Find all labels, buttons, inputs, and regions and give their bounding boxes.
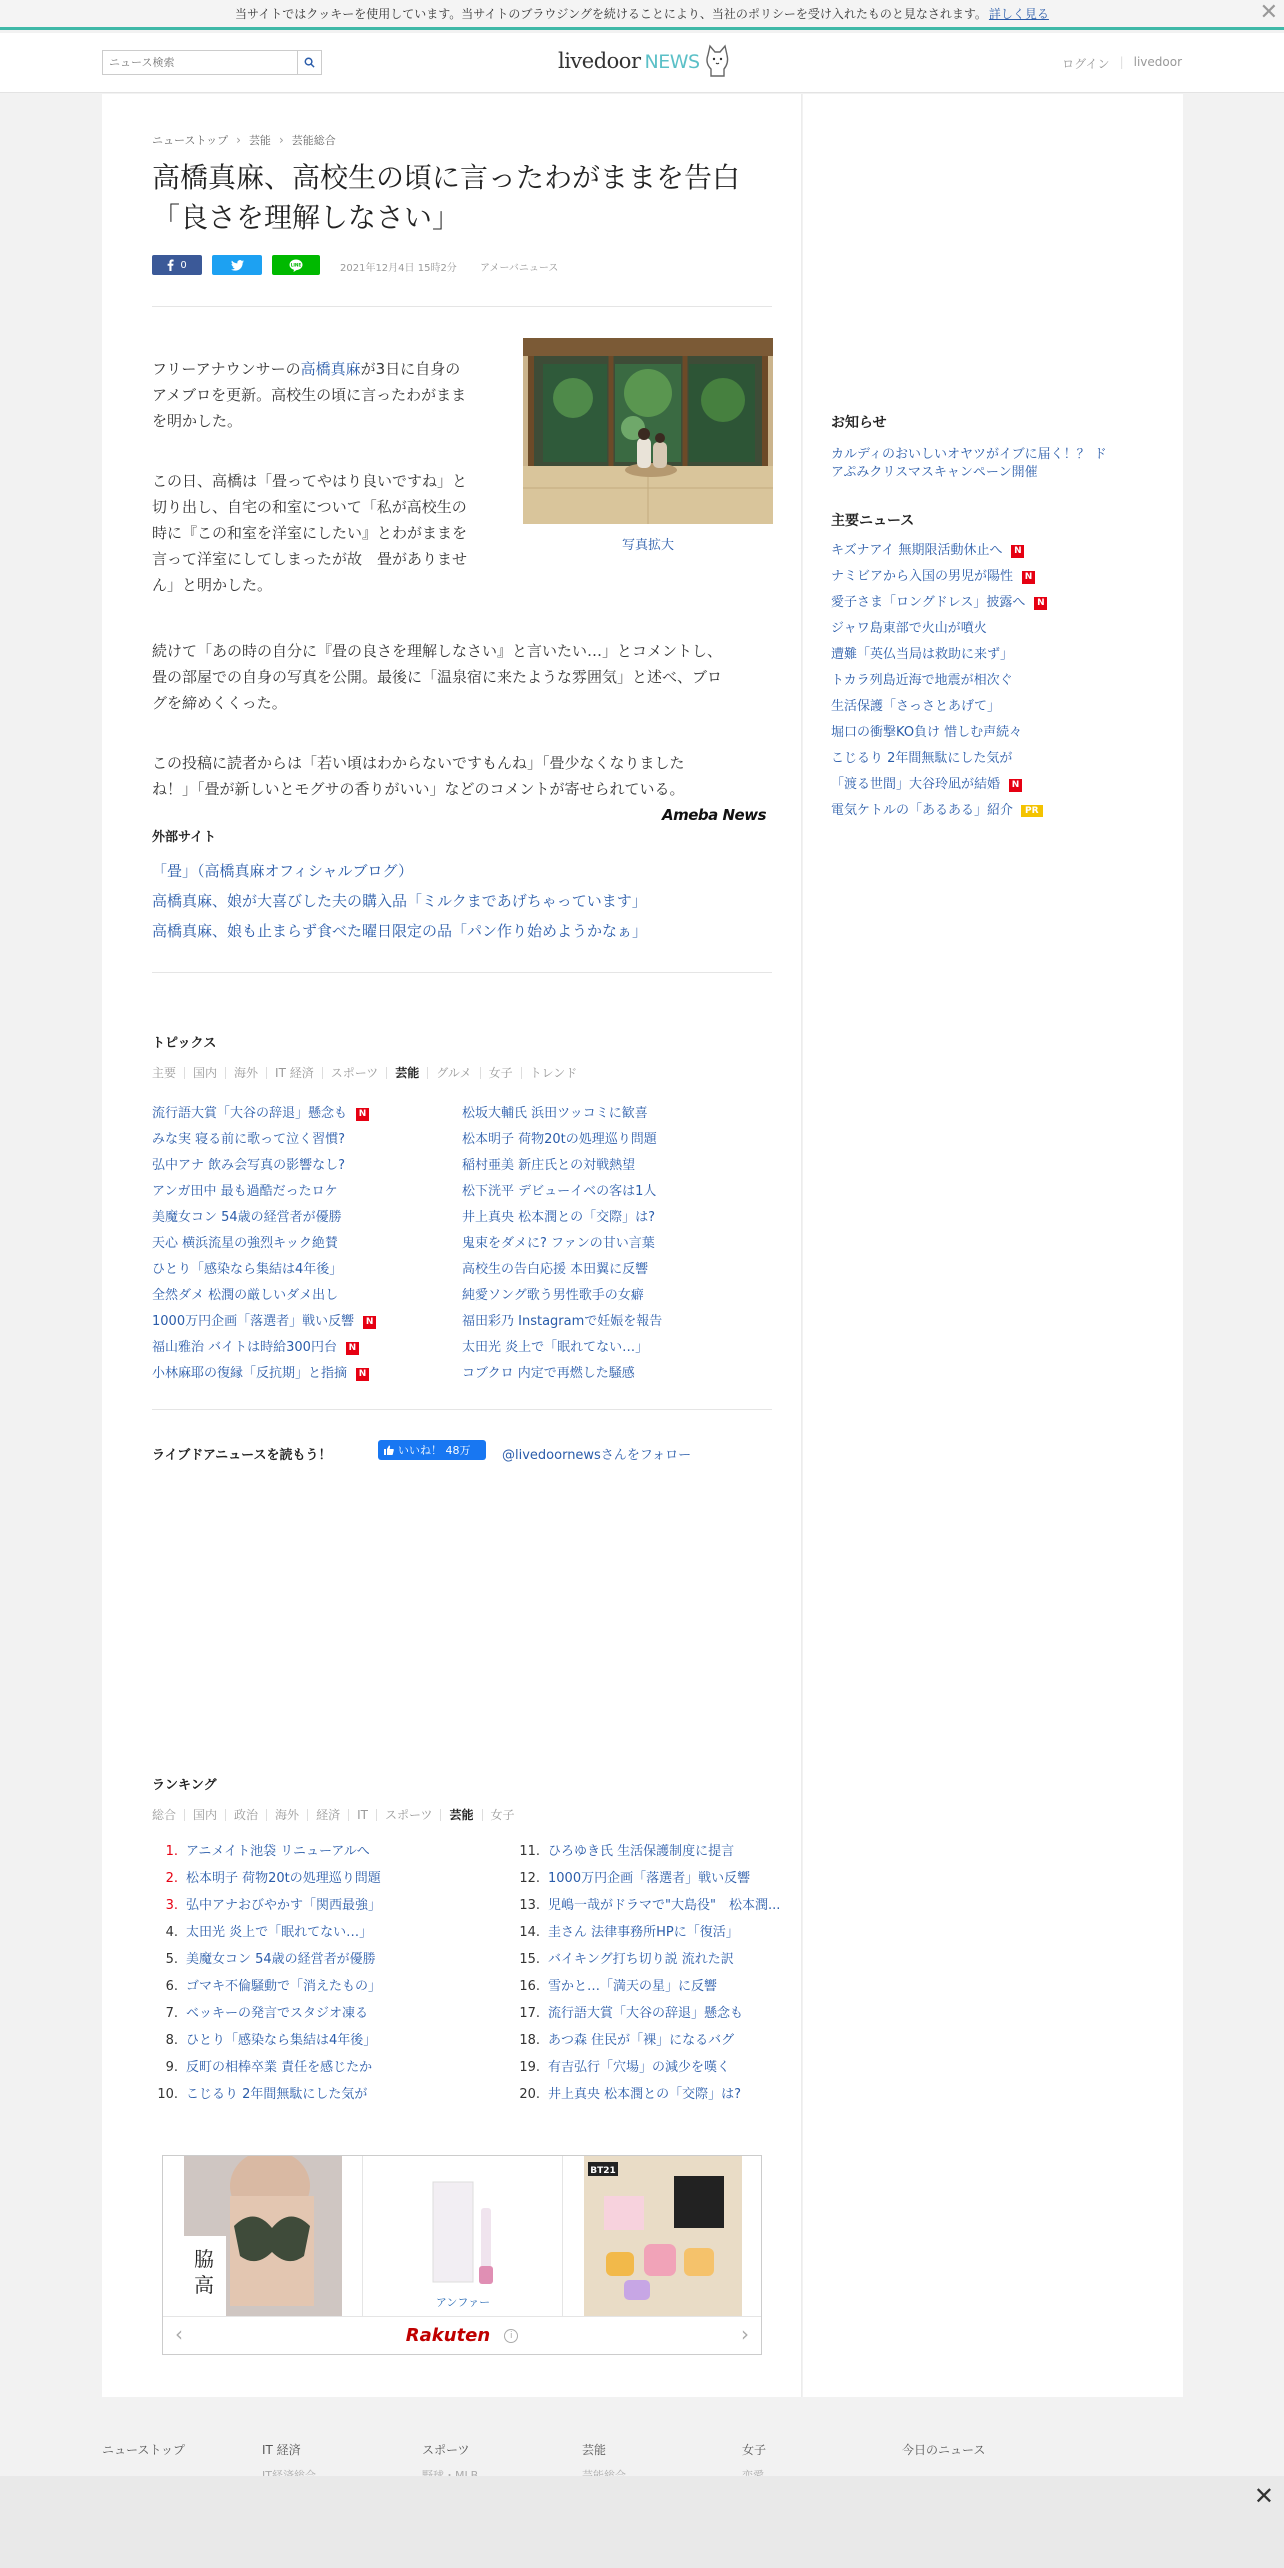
ranking-heading: ランキング	[152, 1778, 217, 1793]
ranking-number: 2.	[165, 1871, 178, 1886]
news-search	[102, 50, 322, 75]
tab-it[interactable]: IT	[348, 1809, 376, 1821]
topic-link[interactable]	[462, 1128, 657, 1147]
notice-link[interactable]: アぷみクリスマスキャンペーン開催	[831, 465, 1038, 480]
ranking-item[interactable]	[514, 1921, 739, 1940]
line-share-button[interactable]	[272, 255, 320, 275]
topic-text: 小林麻耶の復縁「反抗期」と指摘	[152, 1366, 348, 1381]
ad-tag: BT21	[590, 2166, 616, 2176]
tab-entertainment[interactable]: 芸能	[386, 1067, 427, 1079]
topic-text: 稲村亜美 新庄氏との対戦熱望	[462, 1158, 636, 1173]
article-paragraph	[152, 638, 722, 716]
ranking-number: 5.	[165, 1952, 178, 1967]
topic-link[interactable]	[462, 1206, 655, 1225]
ranking-number: 1.	[165, 1844, 178, 1859]
ranking-number: 11.	[519, 1844, 540, 1859]
topic-link[interactable]	[462, 1336, 648, 1355]
topic-link[interactable]	[152, 1232, 338, 1251]
ranking-number: 3.	[165, 1898, 178, 1913]
facebook-share-button[interactable]	[152, 255, 202, 275]
ad-product-card[interactable]	[163, 2156, 363, 2316]
ranking-item[interactable]	[152, 2083, 367, 2102]
divider	[152, 1409, 772, 1410]
twitter-follow-link[interactable]: @livedoornewsさんをフォロー	[502, 1448, 692, 1463]
ranking-item[interactable]	[514, 1975, 717, 1994]
ranking-item[interactable]	[514, 1867, 750, 1886]
topic-text: 松本明子 荷物20tの処理巡り問題	[462, 1132, 657, 1147]
external-link[interactable]: 高橋真麻、娘が大喜びした夫の購入品「ミルクまであげちゃっています」	[152, 892, 647, 910]
new-badge: N	[1009, 779, 1022, 792]
body-text: ん」と明かした。	[152, 576, 273, 594]
body-text: ね！」「畳が新しいとモグサの香りがいい」などのコメントが寄せられている。	[152, 780, 685, 798]
pr-badge: PR	[1021, 805, 1043, 817]
title-line: 高橋真麻、高校生の頃に言ったわがままを告白	[152, 161, 741, 194]
ranking-title: 太田光 炎上で「眠れてない…」	[186, 1925, 373, 1940]
ranking-number: 18.	[519, 2033, 540, 2048]
body-text: 畳の部屋での自身の写真を公開。最後に「温泉宿に来たような雰囲気」と述べ、ブロ	[152, 668, 723, 686]
ranking-number: 16.	[519, 1979, 540, 1994]
body-text: が3日に自身の	[360, 360, 461, 378]
info-icon[interactable]: i	[504, 2329, 518, 2343]
ranking-item[interactable]	[152, 1921, 372, 1940]
header-account-links	[1062, 55, 1182, 72]
topic-text: 松坂大輔氏 浜田ツッコミに歓喜	[462, 1106, 648, 1121]
ranking-title: ベッキーの発言でスタジオ凍る	[186, 2006, 369, 2021]
article-title	[152, 158, 752, 238]
topic-text: 井上真央 松本潤との「交際」は?	[462, 1210, 656, 1225]
next-arrow-icon[interactable]: ›	[741, 2322, 749, 2346]
body-text: 時に『この和室を洋室にしたい』とわがままを	[152, 524, 468, 542]
main-news-link[interactable]	[831, 542, 1024, 560]
line-icon	[289, 259, 303, 272]
body-text: を明かした。	[152, 412, 243, 430]
body-text: この投稿に読者からは「若い頃はわからないですもんね」「畳少なくなりました	[152, 754, 685, 772]
facebook-share-count: 0	[180, 259, 187, 271]
ranking-item[interactable]	[152, 1975, 381, 1994]
external-link[interactable]: 高橋真麻、娘も止まらず食べた曜日限定の品「パン作り始めようかなぁ」	[152, 922, 648, 940]
divider: |	[1119, 55, 1124, 69]
tab-trend[interactable]: トレンド	[521, 1067, 586, 1079]
ranking-title: 1000万円企画「落選者」戦い反響	[548, 1871, 751, 1886]
chevron-right-icon: ›	[278, 133, 284, 147]
topic-link[interactable]	[152, 1258, 342, 1277]
ranking-number: 6.	[165, 1979, 178, 1994]
topic-text: 福山雅治 バイトは時給300円台	[152, 1340, 337, 1355]
cookie-close-icon[interactable]: ✕	[1259, 0, 1278, 25]
photo-japanese-room	[523, 338, 773, 524]
article-date: 2021年12月4日 15時2分	[340, 263, 457, 274]
cookie-text: 当サイトではクッキーを使用しています。当サイトのブラウジングを続けることにより、当社のポリシーを受け入れたものと見なされます。	[235, 7, 987, 21]
follow-heading: ライブドアニュースを読もう！	[152, 1448, 332, 1463]
ranking-title: 井上真央 松本潤との「交際」は?	[548, 2087, 742, 2102]
article-photo[interactable]	[523, 338, 773, 524]
topic-text: 高校生の告白応援 本田翼に反響	[462, 1262, 649, 1277]
news-text: 生活保護「さっさとあげて」	[831, 699, 1001, 714]
divider	[152, 306, 772, 307]
main-news-link[interactable]	[831, 672, 1013, 690]
ranking-title: ひろゆき氏 生活保護制度に提言	[548, 1844, 735, 1859]
logo-livedoor: livedoor	[558, 49, 641, 73]
footer-link[interactable]: ニューストップ	[102, 2443, 186, 2457]
tab-women[interactable]: 女子	[480, 1067, 521, 1079]
topic-link[interactable]	[152, 1128, 345, 1147]
topic-text: 流行語大賞「大谷の辞退」懸念も	[152, 1106, 348, 1121]
footer-link[interactable]: スポーツ	[422, 2443, 470, 2457]
ranking-number: 12.	[519, 1871, 540, 1886]
like-count: いいね！ 48万	[398, 1444, 471, 1457]
article-paragraph	[152, 468, 467, 598]
tab-overseas[interactable]: 海外	[225, 1067, 266, 1079]
external-heading: 外部サイト	[152, 830, 217, 845]
ranking-item[interactable]	[514, 1840, 734, 1859]
topic-text: 1000万円企画「落選者」戦い反響	[152, 1314, 355, 1329]
sidebar	[803, 94, 1183, 2397]
topic-link[interactable]	[462, 1258, 648, 1277]
topic-text: 弘中アナ 飲み会写真の影響なし?	[152, 1158, 346, 1173]
livedoor-link[interactable]: livedoor	[1133, 55, 1182, 69]
main-news-link[interactable]	[831, 776, 1022, 794]
bottom-overlay-bar	[0, 2476, 1284, 2568]
ad-product-card[interactable]	[363, 2156, 563, 2316]
news-text: トカラ列島近海で地震が相次ぐ	[831, 673, 1013, 688]
tab-overall[interactable]: 総合	[152, 1808, 177, 1822]
news-text: こじるり 2年間無駄にした気が	[831, 751, 1013, 766]
ranking-item[interactable]	[514, 2029, 734, 2048]
body-text: 言って洋室にしてしまったが故 畳がありませ	[152, 550, 468, 568]
body-text: 続けて「あの時の自分に『畳の良さを理解しなさい』と言いたい…」とコメントし、	[152, 642, 723, 660]
body-text: この日、高橋は「畳ってやはり良いですね」と	[152, 472, 468, 490]
notice-heading: お知らせ	[831, 415, 887, 431]
topic-text: コブクロ 内定で再燃した騒感	[462, 1366, 635, 1381]
breadcrumb-item[interactable]: 芸能総合	[291, 134, 336, 147]
main-news-link[interactable]	[831, 594, 1047, 612]
news-text: 堀口の衝撃KO負け 惜しむ声続々	[831, 725, 1023, 740]
topic-link[interactable]	[462, 1180, 656, 1199]
ranking-item[interactable]	[514, 2083, 741, 2102]
topics-tabs	[152, 1067, 585, 1079]
ranking-title: 流行語大賞「大谷の辞退」懸念も	[548, 2006, 744, 2021]
topic-link[interactable]	[152, 1362, 369, 1381]
main-news-heading: 主要ニュース	[831, 513, 915, 529]
tab-sports[interactable]: スポーツ	[322, 1067, 387, 1079]
breadcrumb-item[interactable]: 芸能	[248, 134, 271, 147]
search-icon[interactable]	[297, 51, 321, 74]
topic-text: みな実 寝る前に歌って泣く習慣?	[152, 1132, 346, 1147]
ranking-title: 弘中アナおびやかす「関西最強」	[186, 1898, 382, 1913]
ranking-number: 17.	[519, 2006, 540, 2021]
news-text: キズナアイ 無期限活動休止へ	[831, 543, 1003, 558]
ranking-title: ひとり「感染なら集結は4年後」	[186, 2033, 377, 2048]
ranking-title: 反町の相棒卒業 責任を感じたか	[186, 2060, 373, 2075]
tab-entertainment[interactable]: 芸能	[440, 1809, 481, 1821]
main-news-link[interactable]	[831, 646, 1013, 664]
main-column	[102, 94, 802, 2397]
topic-text: 天心 横浜流星の強烈キック絶賛	[152, 1236, 338, 1251]
ranking-title: 児嶋一哉がドラマで"大島役" 松本潤...	[548, 1898, 781, 1913]
new-badge: N	[363, 1316, 376, 1329]
article-source[interactable]: アメーバニュース	[480, 263, 559, 274]
mascot-cat-icon	[702, 43, 732, 79]
article-paragraph	[152, 356, 466, 434]
ranking-item[interactable]	[152, 1867, 381, 1886]
chevron-right-icon: ›	[236, 133, 241, 147]
thumbs-up-icon	[384, 1445, 394, 1455]
ranking-item[interactable]	[152, 1894, 381, 1913]
main-news-link[interactable]	[831, 750, 1012, 768]
svg-text:LINE: LINE	[290, 262, 302, 268]
topic-link[interactable]	[152, 1102, 369, 1121]
ad-brand: アンファー	[435, 2296, 490, 2309]
ad-cosmetics-image	[383, 2156, 543, 2316]
divider	[152, 972, 772, 973]
body-text: アメブロを更新。高校生の頃に言ったわがまま	[152, 386, 467, 404]
body-text: グを締めくくった。	[152, 694, 287, 712]
news-text: 電気ケトルの「あるある」紹介	[831, 803, 1014, 818]
search-input[interactable]	[103, 51, 293, 74]
news-text: 「渡る世間」大谷玲凪が結婚	[831, 777, 1001, 792]
person-link[interactable]: 高橋真麻	[300, 360, 361, 378]
tab-domestic[interactable]: 国内	[184, 1809, 225, 1821]
new-badge: N	[356, 1368, 369, 1381]
footer-link[interactable]: 芸能	[582, 2443, 607, 2457]
news-text: 愛子さま「ロングドレス」披露へ	[831, 595, 1026, 610]
topic-text: 太田光 炎上で「眠れてない…」	[462, 1340, 649, 1355]
title-line: 「良さを理解しなさい」	[152, 201, 461, 234]
ranking-item[interactable]	[152, 2029, 376, 2048]
site-header	[0, 33, 1284, 93]
new-badge: N	[356, 1108, 369, 1121]
ad-card-text: 脇	[193, 2247, 214, 2271]
topic-text: ひとり「感染なら集結は4年後」	[152, 1262, 343, 1277]
ranking-number: 9.	[165, 2060, 178, 2075]
topic-text: 純愛ソング歌う男性歌手の女癖	[462, 1288, 644, 1303]
ranking-number: 14.	[519, 1925, 540, 1940]
footer-link[interactable]: 今日のニュース	[902, 2443, 986, 2457]
ranking-number: 8.	[165, 2033, 178, 2048]
ranking-item[interactable]	[514, 1894, 780, 1913]
topic-text: アンガ田中 最も過酷だったロケ	[152, 1184, 338, 1199]
main-news-link[interactable]	[831, 568, 1035, 586]
ranking-item[interactable]	[514, 2056, 730, 2075]
tab-domestic[interactable]: 国内	[184, 1067, 225, 1079]
ad-card-text: 高	[193, 2273, 214, 2297]
topic-link[interactable]	[462, 1154, 635, 1173]
topic-link[interactable]	[462, 1362, 635, 1381]
twitter-icon	[231, 260, 244, 271]
ranking-title: 美魔女コン 54歳の経営者が優勝	[186, 1952, 376, 1967]
ranking-item[interactable]	[152, 2002, 368, 2021]
body-text: 切り出し、自宅の和室について「私が高校生の	[152, 498, 467, 516]
site-logo[interactable]	[558, 49, 700, 73]
tab-women[interactable]: 女子	[482, 1809, 523, 1821]
close-icon[interactable]: ✕	[1253, 2482, 1274, 2510]
footer-link[interactable]: IT 経済	[262, 2443, 301, 2457]
ranking-item[interactable]	[514, 1948, 734, 1967]
ad-footer	[163, 2316, 761, 2354]
topic-link[interactable]	[152, 1180, 338, 1199]
tab-main[interactable]: 主要	[152, 1066, 177, 1080]
ranking-title: こじるり 2年間無駄にした気が	[186, 2087, 368, 2102]
topic-text: 全然ダメ 松潤の厳しいダメ出し	[152, 1288, 339, 1303]
body-text: フリーアナウンサーの	[152, 360, 301, 378]
cookie-banner	[0, 0, 1284, 30]
topic-link[interactable]	[462, 1310, 662, 1329]
topic-link[interactable]	[152, 1206, 342, 1225]
main-news-link[interactable]	[831, 698, 1000, 716]
rakuten-ad-widget	[162, 2155, 762, 2355]
ad-lingerie-image	[184, 2156, 342, 2316]
ad-product-card[interactable]	[563, 2156, 763, 2316]
topic-link[interactable]	[152, 1284, 338, 1303]
topic-link[interactable]	[462, 1232, 655, 1251]
new-badge: N	[1034, 597, 1047, 610]
ameba-news-logo: Ameba News	[662, 806, 767, 824]
breadcrumb-item[interactable]: ニューストップ	[152, 134, 229, 147]
topic-link[interactable]	[462, 1102, 648, 1121]
topic-text: 松下洸平 デビューイベの客は1人	[462, 1184, 657, 1199]
main-news-link[interactable]	[831, 724, 1022, 742]
news-text: ジャワ島東部で火山が噴火	[831, 621, 987, 636]
ranking-title: 松本明子 荷物20tの処理巡り問題	[186, 1871, 381, 1886]
prev-arrow-icon[interactable]: ‹	[175, 2322, 183, 2346]
login-link[interactable]: ログイン	[1062, 57, 1110, 71]
ranking-title: ゴマキ不倫騒動で「消えたもの」	[186, 1979, 382, 1994]
ranking-item[interactable]	[152, 1948, 376, 1967]
logo-news: NEWS	[644, 51, 700, 73]
facebook-like-button[interactable]	[378, 1440, 486, 1460]
cookie-more-link[interactable]: 詳しく見る	[988, 7, 1049, 21]
article-paragraph	[152, 750, 685, 802]
topic-link[interactable]	[152, 1310, 376, 1329]
ranking-tabs	[152, 1809, 523, 1821]
photo-enlarge-link[interactable]: 写真拡大	[621, 538, 674, 553]
ranking-title: 圭さん 法律事務所HPに「復活」	[548, 1925, 739, 1940]
ranking-item[interactable]	[514, 2002, 743, 2021]
topics-heading: トピックス	[152, 1036, 217, 1051]
ranking-number: 7.	[165, 2006, 178, 2021]
tab-it-economy[interactable]: IT 経済	[266, 1067, 322, 1079]
tab-overseas[interactable]: 海外	[266, 1809, 307, 1821]
rakuten-logo[interactable]: Rakuten	[405, 2325, 491, 2346]
ranking-number: 20.	[519, 2087, 540, 2102]
ranking-item[interactable]	[152, 2056, 372, 2075]
twitter-share-button[interactable]	[212, 255, 262, 275]
tab-economy[interactable]: 経済	[307, 1809, 348, 1821]
ranking-item[interactable]	[152, 1840, 370, 1859]
main-news-link[interactable]	[831, 802, 1043, 820]
news-text: 遭難「英仏当局は救助に来ず」	[831, 647, 1014, 662]
external-link[interactable]: 「畳」（高橋真麻オフィシャルブログ）	[152, 862, 414, 880]
facebook-icon	[167, 259, 174, 271]
tab-politics[interactable]: 政治	[225, 1809, 266, 1821]
tab-sports[interactable]: スポーツ	[376, 1809, 441, 1821]
topic-link[interactable]	[152, 1154, 345, 1173]
topic-text: 美魔女コン 54歳の経営者が優勝	[152, 1210, 342, 1225]
notice-link[interactable]: カルディのおいしいオヤツがイブに届く！？ ド	[831, 447, 1107, 462]
topic-link[interactable]	[462, 1284, 644, 1303]
main-news-link[interactable]	[831, 620, 987, 638]
ranking-title: あつ森 住民が「裸」になるバグ	[548, 2033, 735, 2048]
tab-gourmet[interactable]: グルメ	[427, 1067, 479, 1079]
topic-link[interactable]	[152, 1336, 359, 1355]
new-badge: N	[1011, 545, 1024, 558]
ranking-title: 雪かと…「満天の星」に反響	[548, 1979, 718, 1994]
breadcrumb	[152, 132, 336, 148]
ranking-title: 有吉弘行「穴場」の減少を嘆く	[548, 2060, 731, 2075]
ad-character-goods-image	[584, 2156, 742, 2316]
topic-text: 福田彩乃 Instagramで妊娠を報告	[462, 1314, 663, 1329]
new-badge: N	[346, 1342, 359, 1355]
ranking-number: 4.	[165, 1925, 178, 1940]
ranking-title: バイキング打ち切り説 流れた訳	[548, 1952, 734, 1967]
ranking-number: 15.	[519, 1952, 540, 1967]
footer-link[interactable]: 女子	[742, 2443, 767, 2457]
ranking-number: 19.	[519, 2060, 540, 2075]
topic-text: 鬼束をダメに? ファンの甘い言葉	[462, 1236, 655, 1251]
ranking-title: アニメイト池袋 リニューアルへ	[186, 1844, 370, 1859]
new-badge: N	[1022, 571, 1035, 584]
ranking-number: 13.	[519, 1898, 540, 1913]
news-text: ナミビアから入国の男児が陽性	[831, 569, 1014, 584]
ranking-number: 10.	[157, 2087, 178, 2102]
